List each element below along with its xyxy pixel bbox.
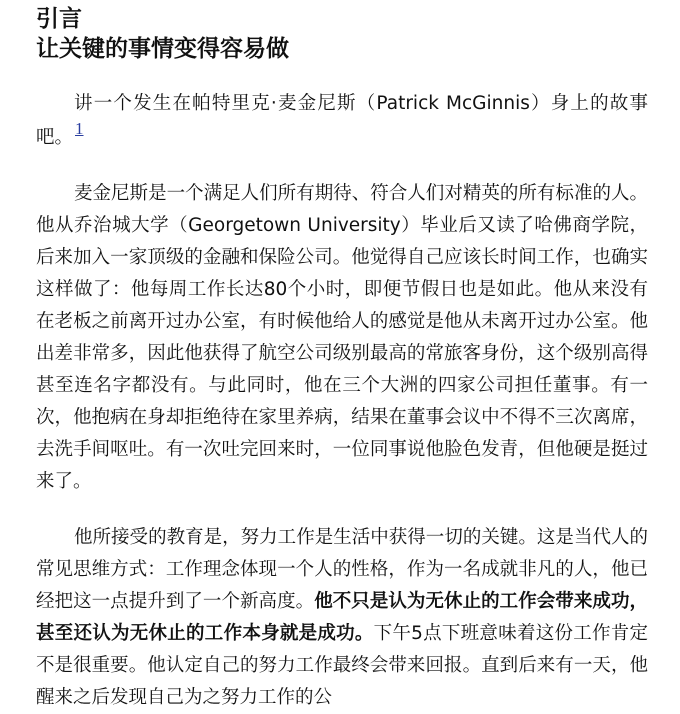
paragraph-intro-text: 讲一个发生在帕特里克·麦金尼斯（Patrick McGinnis）身上的故事吧。 — [36, 93, 648, 148]
paragraph-intro — [36, 88, 648, 154]
paragraph-work-ethic — [36, 522, 648, 714]
paragraph-work-ethic-text-after: 下午5点下班意味着这份工作肯定不是很重要。他认定自己的努力工作最终会带来回报。直到后来有一天，他醒来之后发现自己为之努力工作的公 — [36, 623, 648, 708]
paragraph-mcginnis: 麦金尼斯是一个满足人们所有期待、符合人们对精英的所有标准的人。他从乔治城大学（Georgetown University）毕业后又读了哈佛商学院，后来加入一家顶级的金融和保险公司。他觉得自己应该长时间工作，也确实这样做了：他每周工作长达80个小时，即便节假日也是如此。他从来没有在老板之前离开过办公室，有时候他给人的感觉是他从未离开过办公室。他出差非常多，因此他获得了航空公司级别最高的常旅客身份，这个级别高得甚至连名字都没有。与此同时，他在三个大洲的四家公司担任董事。有一次，他抱病在身却拒绝待在家里养病，结果在董事会议中不得不三次离席，去洗手间呕吐。有一次吐完回来时，一位同事说他脸色发青，但他硬是挺过来了。 — [36, 183, 648, 492]
chapter-label: 引言 — [36, 6, 82, 32]
footnote-link[interactable]: 1 — [75, 119, 84, 138]
document-page — [36, 4, 648, 714]
chapter-title: 让关键的事情变得容易做 — [36, 36, 289, 62]
paragraph-work-ethic-emphasis: 他不只是认为无休止的工作会带来成功，甚至还认为无休止的工作本身就是成功。 — [36, 591, 648, 644]
paragraph-work-ethic-text-before: 他所接受的教育是，努力工作是生活中获得一切的关键。这是当代人的常见思维方式：工作理念体现一个人的性格，作为一名成就非凡的人，他已经把这一点提升到了一个新高度。 — [36, 527, 648, 612]
